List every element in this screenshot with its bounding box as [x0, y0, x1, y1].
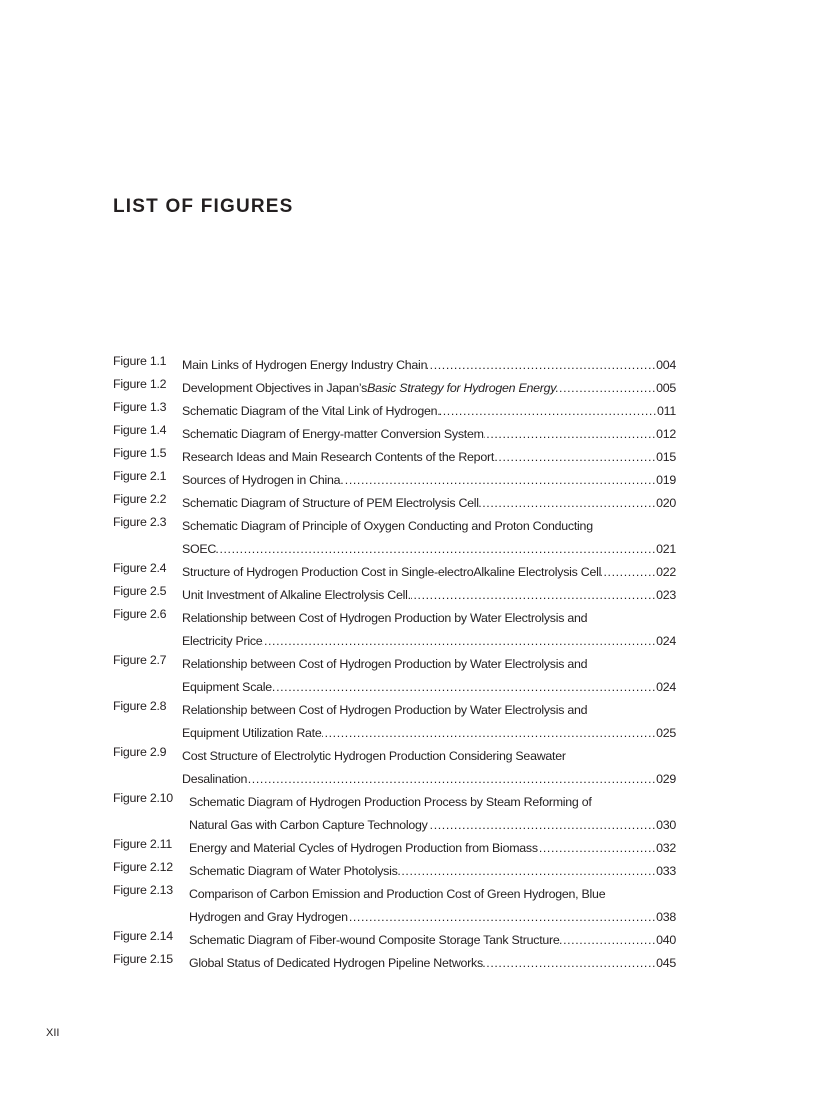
figure-label: Figure 1.3 [113, 400, 167, 414]
entry-line [182, 607, 676, 630]
figure-label: Figure 2.2 [113, 492, 167, 506]
figure-label: Figure 2.5 [113, 584, 167, 598]
dot-leader [262, 630, 656, 653]
entry-line [189, 906, 676, 929]
list-of-figures-entry[interactable] [113, 400, 676, 423]
entry-line [189, 883, 676, 906]
page-number-ref[interactable]: 025 [656, 726, 676, 740]
figure-label: Figure 2.15 [113, 952, 173, 966]
figure-list [113, 354, 676, 975]
figure-title: Main Links of Hydrogen Energy Industry Chain [182, 358, 428, 372]
figure-label: Figure 2.8 [113, 699, 167, 713]
figure-title: Electricity Price [182, 634, 263, 648]
entry-body [189, 837, 676, 860]
list-of-figures-entry[interactable] [113, 952, 676, 975]
entry-body [182, 653, 676, 699]
figure-title: Comparison of Carbon Emission and Production Cost of Green Hydrogen, Blue [189, 887, 606, 901]
entry-line [182, 492, 676, 515]
page-number-ref[interactable]: 040 [656, 933, 676, 947]
entry-line [182, 515, 676, 538]
entry-line [182, 584, 676, 607]
figure-title: Relationship between Cost of Hydrogen Production by Water Electrolysis and [182, 657, 588, 671]
list-of-figures-entry[interactable] [113, 653, 676, 699]
figure-title: Sources of Hydrogen in China. [182, 473, 344, 487]
figure-label: Figure 1.1 [113, 354, 167, 368]
page-number-ref[interactable]: 033 [656, 864, 676, 878]
list-of-figures-entry[interactable] [113, 423, 676, 446]
figure-label: Figure 2.12 [113, 860, 173, 874]
list-of-figures-entry[interactable] [113, 883, 676, 929]
list-of-figures-entry[interactable] [113, 584, 676, 607]
figure-label: Figure 2.7 [113, 653, 167, 667]
entry-line [189, 929, 676, 952]
entry-body [189, 860, 676, 883]
entry-line [182, 538, 676, 561]
dot-leader [484, 423, 656, 446]
page-number-ref[interactable]: 022 [656, 565, 676, 579]
page-number-ref[interactable]: 021 [656, 542, 676, 556]
entry-line [189, 952, 676, 975]
entry-line [182, 561, 676, 584]
figure-label: Figure 1.5 [113, 446, 167, 460]
figure-label: Figure 2.11 [113, 837, 173, 851]
list-of-figures-entry[interactable] [113, 492, 676, 515]
figure-title: Relationship between Cost of Hydrogen Production by Water Electrolysis and [182, 703, 588, 717]
list-of-figures-entry[interactable] [113, 377, 676, 400]
page-number-ref[interactable]: 004 [656, 358, 676, 372]
dot-leader [479, 492, 656, 515]
dot-leader [560, 929, 657, 952]
entry-line [182, 745, 676, 768]
list-of-figures-entry[interactable] [113, 607, 676, 653]
figure-title: Schematic Diagram of Hydrogen Production Process by Steam Reforming of [189, 795, 592, 809]
entry-body [182, 699, 676, 745]
entry-body [182, 469, 676, 492]
page-number-ref[interactable]: 030 [656, 818, 676, 832]
list-of-figures-entry[interactable] [113, 446, 676, 469]
page-number-ref[interactable]: 020 [656, 496, 676, 510]
page-number-ref[interactable]: 005 [656, 381, 676, 395]
figure-label: Figure 2.3 [113, 515, 167, 529]
list-of-figures-entry[interactable] [113, 860, 676, 883]
entry-body [182, 607, 676, 653]
figure-label: Figure 2.14 [113, 929, 173, 943]
entry-body [182, 400, 676, 423]
entry-body [189, 883, 676, 929]
figure-title: Schematic Diagram of Energy-matter Conversion System [182, 427, 484, 441]
list-of-figures-entry[interactable] [113, 561, 676, 584]
entry-body [182, 492, 676, 515]
list-of-figures-entry[interactable] [113, 469, 676, 492]
entry-body [182, 377, 676, 400]
page-number-ref[interactable]: 045 [656, 956, 676, 970]
entry-line [182, 446, 676, 469]
entry-body [189, 791, 676, 837]
entry-body [182, 515, 676, 561]
dot-leader [494, 446, 656, 469]
figure-title: Natural Gas with Carbon Capture Technology [189, 818, 428, 832]
page-number-ref[interactable]: 023 [656, 588, 676, 602]
figure-title: Equipment Scale. [182, 680, 276, 694]
entry-body [182, 446, 676, 469]
figure-title: Desalination [182, 772, 248, 786]
entry-body [182, 354, 676, 377]
dot-leader [556, 377, 656, 400]
figure-title: Energy and Material Cycles of Hydrogen Production from Biomass [189, 841, 538, 855]
figure-label: Figure 1.4 [113, 423, 167, 437]
dot-leader [322, 722, 657, 745]
figure-title: Unit Investment of Alkaline Electrolysis Cell. [182, 588, 411, 602]
entry-body [182, 584, 676, 607]
entry-body [182, 423, 676, 446]
entry-line [182, 400, 676, 423]
figure-label: Figure 2.1 [113, 469, 167, 483]
entry-line [189, 837, 676, 860]
list-of-figures-entry[interactable] [113, 745, 676, 791]
page-number-ref[interactable]: 011 [656, 404, 676, 418]
dot-leader [216, 538, 656, 561]
figure-label: Figure 2.9 [113, 745, 167, 759]
page-number-ref[interactable]: 019 [656, 473, 676, 487]
figure-title: SOEC [182, 542, 217, 556]
figure-title: Schematic Diagram of Principle of Oxygen Conducting and Proton Conducting [182, 519, 593, 533]
dot-leader [247, 768, 656, 791]
entry-body [189, 952, 676, 975]
figure-label: Figure 1.2 [113, 377, 167, 391]
page-number-ref[interactable]: 032 [656, 841, 676, 855]
dot-leader [538, 837, 656, 860]
dot-leader [440, 400, 657, 423]
dot-leader [428, 814, 656, 837]
dot-leader [411, 584, 656, 607]
page-number-ref[interactable]: 012 [656, 427, 676, 441]
dot-leader [344, 469, 657, 492]
figure-label: Figure 2.13 [113, 883, 173, 897]
entry-line [189, 791, 676, 814]
entry-line [182, 377, 676, 400]
page-number: XII [46, 1027, 60, 1039]
list-of-figures-entry[interactable] [113, 837, 676, 860]
dot-leader [348, 906, 656, 929]
figure-title: Structure of Hydrogen Production Cost in Single-electroAlkaline Electrolysis Cell [182, 565, 602, 579]
figure-title: Schematic Diagram of Water Photolysis [189, 864, 398, 878]
entry-line [182, 354, 676, 377]
entry-line [182, 469, 676, 492]
page-number-ref[interactable]: 015 [656, 450, 676, 464]
figure-title: Equipment Utilization Rate [182, 726, 322, 740]
figure-title: Hydrogen and Gray Hydrogen [189, 910, 348, 924]
figure-title: Schematic Diagram of Fiber-wound Composite Storage Tank Structure [189, 933, 560, 947]
figure-label: Figure 2.6 [113, 607, 167, 621]
figure-title: Schematic Diagram of Structure of PEM Electrolysis Cell [182, 496, 479, 510]
entry-line [182, 423, 676, 446]
figure-title: Research Ideas and Main Research Contents of the Report [182, 450, 495, 464]
entry-body [189, 929, 676, 952]
list-of-figures-entry[interactable] [113, 354, 676, 377]
dot-leader [427, 354, 656, 377]
entry-body [182, 561, 676, 584]
figure-title: Global Status of Dedicated Hydrogen Pipeline Networks [189, 956, 483, 970]
entry-line [182, 676, 676, 699]
list-of-figures-entry[interactable] [113, 515, 676, 561]
figure-title-italic: Basic Strategy for Hydrogen Energy [367, 381, 557, 395]
list-of-figures-entry[interactable] [113, 791, 676, 837]
entry-body [182, 745, 676, 791]
dot-leader [601, 561, 656, 584]
dot-leader [483, 952, 656, 975]
list-of-figures-entry[interactable] [113, 699, 676, 745]
figure-title: Relationship between Cost of Hydrogen Production by Water Electrolysis and [182, 611, 588, 625]
list-of-figures-entry[interactable] [113, 929, 676, 952]
entry-line [182, 630, 676, 653]
page-number-ref[interactable]: 029 [656, 772, 676, 786]
entry-line [189, 814, 676, 837]
dot-leader [275, 676, 656, 699]
figure-label: Figure 2.4 [113, 561, 167, 575]
page-heading: LIST OF FIGURES [113, 196, 294, 217]
entry-line [182, 653, 676, 676]
entry-line [182, 768, 676, 791]
page-number-ref[interactable]: 024 [656, 634, 676, 648]
figure-title: Cost Structure of Electrolytic Hydrogen Production Considering Seawater [182, 749, 566, 763]
figure-title: Schematic Diagram of the Vital Link of Hydrogen. [182, 404, 441, 418]
page-number-ref[interactable]: 024 [656, 680, 676, 694]
entry-line [182, 722, 676, 745]
page-number-ref[interactable]: 038 [656, 910, 676, 924]
figure-title: Development Objectives in Japan’s [182, 381, 368, 395]
entry-line [189, 860, 676, 883]
entry-line [182, 699, 676, 722]
figure-label: Figure 2.10 [113, 791, 173, 805]
dot-leader [398, 860, 656, 883]
